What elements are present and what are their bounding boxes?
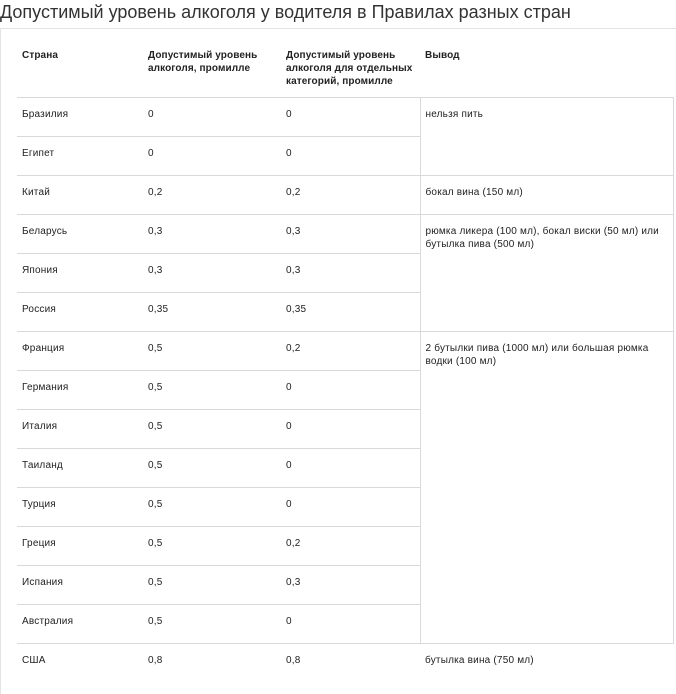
table-row [17, 331, 673, 370]
header-result: Вывод [420, 40, 673, 97]
country-cell: Австралия [17, 604, 143, 643]
allowed-level-cell: 0,2 [143, 175, 281, 214]
special-level-cell: 0,8 [281, 643, 420, 682]
special-level-cell: 0 [281, 487, 420, 526]
allowed-level-cell: 0 [143, 136, 281, 175]
country-cell: Франция [17, 331, 143, 370]
allowed-level-cell: 0,5 [143, 526, 281, 565]
allowed-level-cell: 0,8 [143, 643, 281, 682]
special-level-cell: 0,3 [281, 565, 420, 604]
special-level-cell: 0 [281, 604, 420, 643]
allowed-level-cell: 0,35 [143, 292, 281, 331]
special-level-cell: 0,2 [281, 526, 420, 565]
alcohol-limits-table [17, 40, 674, 682]
allowed-level-cell: 0,5 [143, 604, 281, 643]
result-cell: 2 бутылки пива (1000 мл) или большая рюмка водки (100 мл) [420, 331, 673, 643]
allowed-level-cell: 0,5 [143, 331, 281, 370]
table-header-row [17, 40, 673, 97]
allowed-level-cell: 0,5 [143, 565, 281, 604]
table-row [17, 97, 673, 136]
special-level-cell: 0,2 [281, 331, 420, 370]
country-cell: Египет [17, 136, 143, 175]
special-level-cell: 0 [281, 97, 420, 136]
special-level-cell: 0,2 [281, 175, 420, 214]
special-level-cell: 0,3 [281, 214, 420, 253]
country-cell: Таиланд [17, 448, 143, 487]
country-cell: Италия [17, 409, 143, 448]
allowed-level-cell: 0 [143, 97, 281, 136]
header-country: Страна [17, 40, 143, 97]
special-level-cell: 0 [281, 136, 420, 175]
allowed-level-cell: 0,5 [143, 448, 281, 487]
result-cell: нельзя пить [420, 97, 673, 175]
header-allowed-level: Допустимый уровень алкоголя, промилле [143, 40, 281, 97]
special-level-cell: 0,3 [281, 253, 420, 292]
result-cell: бутылка вина (750 мл) [420, 643, 673, 682]
country-cell: Китай [17, 175, 143, 214]
result-cell: бокал вина (150 мл) [420, 175, 673, 214]
table-row [17, 643, 673, 682]
country-cell: Бразилия [17, 97, 143, 136]
allowed-level-cell: 0,5 [143, 487, 281, 526]
allowed-level-cell: 0,5 [143, 370, 281, 409]
country-cell: Россия [17, 292, 143, 331]
special-level-cell: 0,35 [281, 292, 420, 331]
country-cell: Испания [17, 565, 143, 604]
allowed-level-cell: 0,5 [143, 409, 281, 448]
country-cell: Турция [17, 487, 143, 526]
special-level-cell: 0 [281, 370, 420, 409]
country-cell: Беларусь [17, 214, 143, 253]
allowed-level-cell: 0,3 [143, 253, 281, 292]
country-cell: США [17, 643, 143, 682]
country-cell: Греция [17, 526, 143, 565]
header-special-categories-level: Допустимый уровень алкоголя для отдельных категорий, промилле [281, 40, 420, 97]
table-row [17, 175, 673, 214]
special-level-cell: 0 [281, 409, 420, 448]
page-title: Допустимый уровень алкоголя у водителя в Правилах разных стран [0, 2, 571, 22]
country-cell: Германия [17, 370, 143, 409]
allowed-level-cell: 0,3 [143, 214, 281, 253]
special-level-cell: 0 [281, 448, 420, 487]
table-row [17, 214, 673, 253]
result-cell: рюмка ликера (100 мл), бокал виски (50 мл) или бутылка пива (500 мл) [420, 214, 673, 331]
country-cell: Япония [17, 253, 143, 292]
